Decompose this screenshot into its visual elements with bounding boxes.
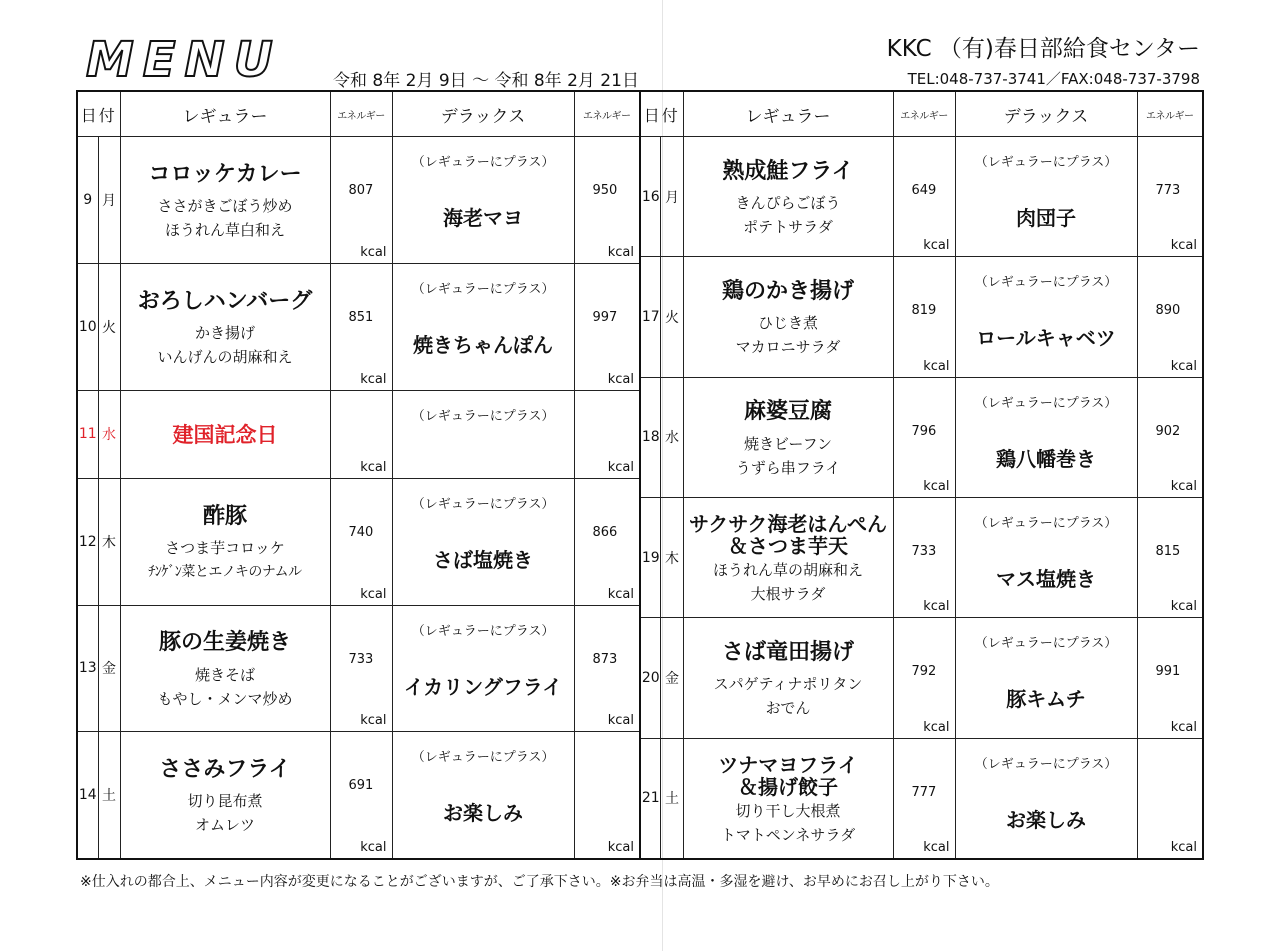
regular-main-dish: 豚の生姜焼き	[159, 630, 292, 656]
day-number: 21	[641, 738, 661, 858]
deluxe-plus-note: （レギュラーにプラス）	[411, 496, 555, 512]
regular-energy-value: 851	[348, 309, 374, 325]
day-number: 14	[78, 732, 98, 858]
regular-energy-value: 807	[348, 183, 374, 198]
side-dish: ﾁﾝｹﾞﾝ菜とエノキのナムル	[148, 564, 302, 581]
deluxe-cell	[392, 732, 574, 858]
kcal-unit: kcal	[607, 244, 635, 260]
deluxe-cell	[955, 738, 1137, 858]
regular-energy-value: 733	[911, 544, 937, 560]
company-name: KKC （有)春日部給食センター	[886, 36, 1200, 62]
header-deluxe: デラックス	[392, 92, 574, 137]
deluxe-plus-note: （レギュラーにプラス）	[411, 281, 555, 297]
menu-row	[641, 498, 1202, 618]
kcal-unit: kcal	[923, 719, 950, 735]
deluxe-energy-value: 890	[1155, 303, 1181, 319]
day-of-week: 木	[98, 478, 120, 605]
regular-energy-value: 691	[348, 778, 374, 794]
deluxe-plus-note: （レギュラーにプラス）	[411, 155, 555, 170]
regular-energy-cell	[330, 390, 392, 478]
header-energy: エネルギー	[893, 92, 955, 137]
deluxe-energy-cell	[574, 137, 639, 264]
regular-energy-value: 792	[911, 664, 937, 680]
deluxe-energy-value: 991	[1155, 664, 1181, 680]
day-number: 19	[641, 498, 661, 618]
header-deluxe: デラックス	[955, 92, 1137, 137]
kcal-unit: kcal	[607, 840, 635, 855]
day-of-week: 土	[98, 732, 120, 858]
regular-cell	[683, 257, 893, 377]
deluxe-plus-note: （レギュラーにプラス）	[974, 756, 1118, 772]
header-date: 日付	[78, 92, 120, 137]
menu-row	[641, 257, 1202, 377]
kcal-unit: kcal	[1170, 719, 1197, 735]
kcal-unit: kcal	[607, 586, 635, 602]
menu-table-week-1	[78, 92, 639, 858]
deluxe-plus-note: （レギュラーにプラス）	[974, 275, 1118, 291]
deluxe-energy-cell	[1137, 377, 1202, 497]
regular-energy-cell	[893, 738, 955, 858]
side-dish: ほうれん草の胡麻和え	[712, 561, 863, 580]
regular-main-dish: 麻婆豆腐	[743, 399, 832, 425]
side-dish: かき揚げ	[195, 323, 256, 342]
day-of-week: 月	[661, 137, 683, 257]
deluxe-plus-note: （レギュラーにプラス）	[974, 636, 1118, 652]
day-of-week: 水	[98, 390, 120, 478]
regular-energy-value: 733	[348, 651, 374, 667]
side-dish: トマトペンネサラダ	[720, 825, 856, 844]
deluxe-energy-cell	[574, 390, 639, 478]
side-dish: 切り干し大根煮	[735, 801, 841, 820]
menu-row	[78, 390, 639, 478]
menu-period: 令和 8年 2月 9日 ～ 令和 8年 2月 21日	[333, 71, 639, 91]
deluxe-dish: お楽しみ	[443, 801, 524, 826]
regular-main-dish: おろしハンバーグ	[137, 288, 313, 314]
regular-cell	[683, 137, 893, 257]
deluxe-dish: ロールキャベツ	[976, 326, 1116, 351]
regular-main-dish: 熟成鮭フライ	[722, 158, 854, 184]
regular-main-dish: 鶏のかき揚げ	[721, 278, 854, 304]
deluxe-plus-note: （レギュラーにプラス）	[411, 408, 555, 424]
menu-row	[78, 263, 639, 390]
regular-cell	[683, 738, 893, 858]
kcal-unit: kcal	[360, 244, 387, 260]
regular-cell	[120, 263, 330, 390]
deluxe-plus-note: （レギュラーにプラス）	[974, 155, 1118, 170]
deluxe-energy-cell	[1137, 137, 1202, 257]
side-dish: マカロニサラダ	[735, 338, 841, 357]
deluxe-energy-value: 815	[1155, 544, 1181, 560]
regular-energy-cell	[330, 732, 392, 858]
day-of-week: 金	[98, 605, 120, 732]
kcal-unit: kcal	[360, 840, 387, 855]
kcal-unit: kcal	[607, 459, 635, 475]
deluxe-dish: 肉団子	[1016, 206, 1076, 230]
kcal-unit: kcal	[1170, 479, 1197, 495]
deluxe-energy-value: 866	[592, 524, 618, 540]
regular-energy-cell	[893, 618, 955, 738]
regular-energy-cell	[893, 377, 955, 497]
side-dish: 焼きそば	[195, 665, 256, 684]
regular-cell	[683, 377, 893, 497]
deluxe-plus-note: （レギュラーにプラス）	[411, 623, 555, 639]
kcal-unit: kcal	[360, 371, 387, 387]
regular-cell	[120, 137, 330, 264]
kcal-unit: kcal	[1170, 840, 1197, 855]
day-of-week: 火	[98, 263, 120, 390]
deluxe-cell	[955, 137, 1137, 257]
header-regular: レギュラー	[683, 92, 893, 137]
deluxe-cell	[392, 390, 574, 478]
kcal-unit: kcal	[360, 586, 387, 602]
day-of-week: 月	[98, 137, 120, 264]
menu-row	[641, 377, 1202, 497]
header-row	[641, 92, 1202, 137]
header-energy: エネルギー	[330, 92, 392, 137]
regular-main-dish: 酢豚	[203, 503, 248, 529]
deluxe-energy-value: 902	[1155, 423, 1181, 439]
day-of-week: 金	[661, 618, 683, 738]
deluxe-dish: マス塩焼き	[996, 567, 1096, 592]
menu-row	[641, 618, 1202, 738]
deluxe-plus-note: （レギュラーにプラス）	[411, 750, 555, 766]
regular-energy-value: 777	[911, 784, 937, 800]
side-dish: きんぴらごぼう	[735, 193, 841, 212]
side-dish: ほうれん草白和え	[165, 221, 286, 240]
kcal-unit: kcal	[1170, 238, 1197, 254]
day-of-week: 土	[661, 738, 683, 858]
deluxe-energy-cell	[1137, 498, 1202, 618]
regular-cell	[120, 478, 330, 605]
deluxe-cell	[955, 377, 1137, 497]
deluxe-energy-value: 773	[1155, 183, 1181, 198]
kcal-unit: kcal	[923, 599, 950, 615]
regular-cell	[120, 605, 330, 732]
side-dish: 焼きビーフン	[743, 434, 833, 453]
side-dish: もやし・メンマ炒め	[157, 689, 293, 708]
kcal-unit: kcal	[360, 713, 387, 729]
footnote: ※仕入れの都合上、メニュー内容が変更になることがございますが、ご了承下さい。※お弁当は高温・多湿を避け、お早めにお召し上がり下さい。	[80, 874, 999, 890]
menu-table	[76, 90, 1204, 860]
regular-energy-cell	[330, 137, 392, 264]
kcal-unit: kcal	[607, 713, 635, 729]
menu-logo: MENU	[86, 32, 282, 88]
deluxe-energy-cell	[574, 263, 639, 390]
side-dish: スパゲティナポリタン	[713, 675, 863, 694]
side-dish: うずら串フライ	[735, 458, 841, 477]
deluxe-cell	[955, 498, 1137, 618]
regular-energy-cell	[893, 137, 955, 257]
day-number: 13	[78, 605, 98, 732]
menu-row	[78, 605, 639, 732]
side-dish: さつま芋コロッケ	[165, 539, 285, 558]
day-of-week: 火	[661, 257, 683, 377]
regular-cell	[120, 732, 330, 858]
regular-main-dish: ささみフライ	[159, 757, 291, 783]
day-of-week: 木	[661, 498, 683, 618]
day-number: 16	[641, 137, 661, 257]
deluxe-energy-value: 997	[592, 309, 618, 325]
side-dish: オムレツ	[195, 816, 256, 835]
regular-energy-value: 796	[911, 423, 937, 439]
deluxe-cell	[955, 257, 1137, 377]
header-row	[78, 92, 639, 137]
kcal-unit: kcal	[923, 479, 950, 495]
deluxe-energy-value: 950	[592, 183, 618, 198]
day-number: 12	[78, 478, 98, 605]
deluxe-dish: イカリングフライ	[403, 674, 563, 699]
menu-row	[78, 732, 639, 858]
header-date: 日付	[641, 92, 683, 137]
regular-energy-cell	[330, 478, 392, 605]
deluxe-cell	[392, 263, 574, 390]
regular-energy-cell	[330, 605, 392, 732]
side-dish: 大根サラダ	[750, 585, 826, 604]
side-dish: ポテトサラダ	[743, 217, 833, 236]
deluxe-dish: 焼きちゃんぽん	[413, 332, 554, 357]
kcal-unit: kcal	[607, 371, 635, 387]
deluxe-cell	[392, 605, 574, 732]
regular-main-dish: コロッケカレー	[148, 161, 302, 187]
regular-cell	[683, 498, 893, 618]
regular-energy-cell	[893, 257, 955, 377]
holiday-name: 建国記念日	[172, 423, 278, 448]
deluxe-dish: さば塩焼き	[433, 547, 534, 572]
side-dish: いんげんの胡麻和え	[157, 347, 293, 366]
header-energy: エネルギー	[574, 92, 639, 137]
deluxe-energy-cell	[574, 478, 639, 605]
menu-row	[641, 137, 1202, 257]
regular-energy-cell	[893, 498, 955, 618]
deluxe-plus-note: （レギュラーにプラス）	[974, 516, 1118, 532]
kcal-unit: kcal	[360, 459, 387, 475]
menu-row	[641, 738, 1202, 858]
kcal-unit: kcal	[923, 840, 950, 855]
side-dish: 切り昆布煮	[187, 792, 263, 811]
deluxe-dish: 鶏八幡巻き	[996, 446, 1096, 471]
regular-main-dish: サクサク海老はんぺん ＆さつま芋天	[689, 512, 887, 559]
menu-table-week-2	[641, 92, 1202, 858]
regular-energy-cell	[330, 263, 392, 390]
deluxe-energy-cell	[1137, 618, 1202, 738]
side-dish: おでん	[765, 699, 811, 718]
deluxe-dish: お楽しみ	[1006, 807, 1086, 832]
kcal-unit: kcal	[1170, 358, 1197, 374]
day-number: 9	[78, 137, 98, 264]
company-contact: TEL:048-737-3741／FAX:048-737-3798	[907, 70, 1200, 88]
deluxe-energy-cell	[1137, 738, 1202, 858]
regular-cell	[120, 390, 330, 478]
regular-energy-value: 819	[911, 303, 937, 319]
deluxe-cell	[392, 137, 574, 264]
deluxe-energy-cell	[574, 605, 639, 732]
kcal-unit: kcal	[923, 238, 950, 254]
day-number: 18	[641, 377, 661, 497]
deluxe-cell	[392, 478, 574, 605]
kcal-unit: kcal	[1170, 599, 1197, 615]
side-dish: ひじき煮	[757, 314, 818, 333]
regular-energy-value: 649	[911, 183, 937, 198]
header-energy: エネルギー	[1137, 92, 1202, 137]
deluxe-dish: 海老マヨ	[443, 206, 524, 230]
regular-main-dish: ツナマヨフライ ＆揚げ餃子	[718, 752, 858, 799]
day-number: 10	[78, 263, 98, 390]
day-of-week: 水	[661, 377, 683, 497]
deluxe-dish: 豚キムチ	[1006, 687, 1086, 712]
regular-cell	[683, 618, 893, 738]
day-number: 20	[641, 618, 661, 738]
deluxe-energy-cell	[574, 732, 639, 858]
deluxe-plus-note: （レギュラーにプラス）	[974, 395, 1118, 411]
deluxe-cell	[955, 618, 1137, 738]
header-regular: レギュラー	[120, 92, 330, 137]
regular-energy-value: 740	[348, 524, 374, 540]
deluxe-energy-value: 873	[592, 651, 618, 667]
menu-row	[78, 137, 639, 264]
side-dish: ささがきごぼう炒め	[157, 197, 293, 216]
deluxe-energy-cell	[1137, 257, 1202, 377]
kcal-unit: kcal	[923, 358, 950, 374]
day-number: 11	[78, 390, 98, 478]
day-number: 17	[641, 257, 661, 377]
menu-row	[78, 478, 639, 605]
regular-main-dish: さば竜田揚げ	[721, 639, 854, 665]
